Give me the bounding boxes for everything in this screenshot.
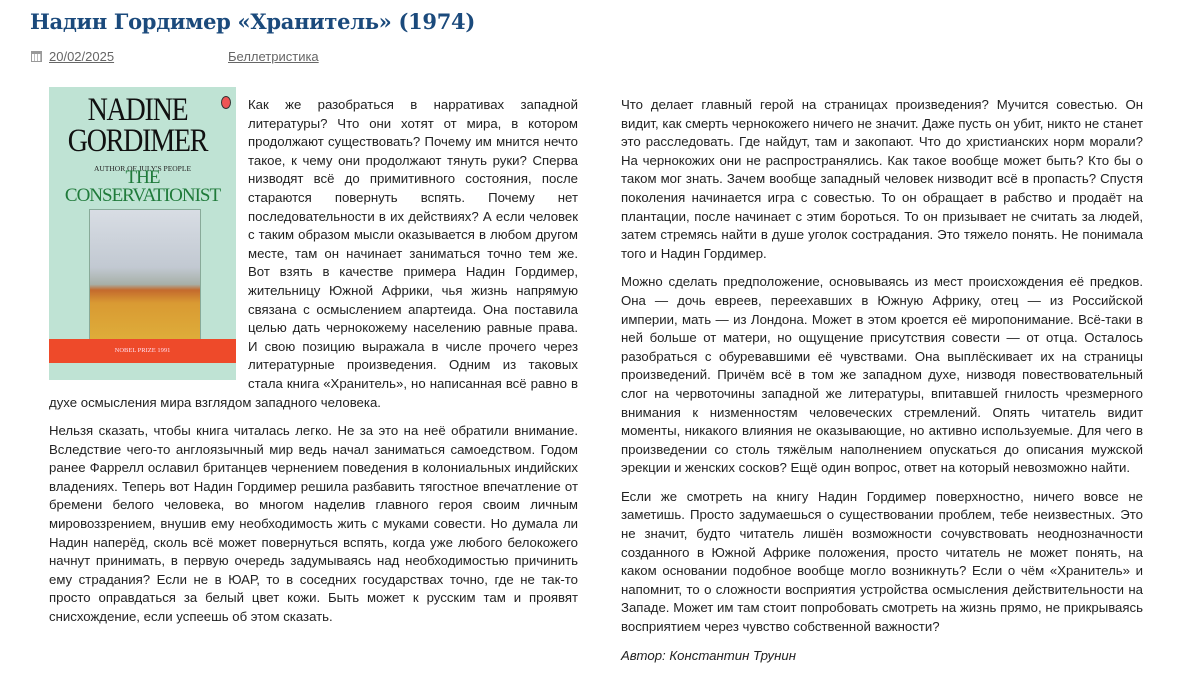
paragraph: Можно сделать предположение, основываясь из мест происхождения её предков. Она — дочь евреев, переехавших в Южную Африку, отец — из Российской империи, мать — из Лондона. Может в этом кроется её миропонимание. Всё-таки в ней больше от матери, но ощущение присутствия совести — от отца. Осталось разобраться с обуревавшими её чувствами. Она выплёскивает их на страницы произведений. Причём всё в том же западном духе, низводя повествовательный слог на червоточины западной же литературы, впитавшей гнилость чрезмерного внимания к низменностям человеческих стремлений. Опять читатель видит моменты, никакого влияния не оказывающие, но активно используемые. Для чего в произведении со столь тяжёлым наполнением опускаться до описания мужской эрекции и женских сосков? Ещё один вопрос, ответ на который невозможно найти. bbox=[621, 274, 1143, 476]
paragraph: Если же смотреть на книгу Надин Гордимер поверхностно, ничего вовсе не заметишь. Просто задумаешься о существовании проблем, тебе неизвестных. Это не значит, будто читатель лишён возможности сочувствовать неоднозначности созданного в Южной Африке положения, просто читатель не может понять, на каком основании подобное вообще могло возникнуть? Если о чём «Хранитель» и напомнит, то о сложности восприятия устройства осмысления действительности на Западе. Может им там стоит попробовать смотреть на жизнь прямо, не прикрываясь восприятием через чувство собственной важности? bbox=[621, 488, 1143, 635]
paragraph: Нельзя сказать, чтобы книга читалась легко. Не за это на неё обратили внимание. Вследствие чего-то англоязычный мир ведь начал заниматься самоедством. Годом ранее Фаррелл ославил британцев чернением поведения в колониальных индийских владениях. Теперь вот Надин Гордимер решила разбавить тягостное впечатление от бремени белого человека, во многом наделив главного героя своим личным мировоззрением, внушив ему необходимость жить с муками совести. Но думала ли Надин наперёд, сколь всё может повернуться вспять, когда уже любого белокожего начнут принимать, в первую очередь задумываясь над необходимостью причинить ему страдания? Если не в ЮАР, то в соседних государствах точно, где не так-то просто оправдаться за белый цвет кожи. Быть может к русским там и проявят снисхождение, если успеешь об этом сказать. bbox=[49, 423, 578, 625]
post-title: Надин Гордимер «Хранитель» (1974) bbox=[30, 9, 476, 34]
author-credit: Автор: Константин Трунин bbox=[621, 647, 796, 663]
paragraph-text: Как же разобраться в нарративах западной литературы? Что они хотят от мира, в котором продолжают существовать? Почему им мнится нечто такое, к чему они продолжают тянуть руки? Сперва низводят всё до примитивного состояния, после стараются повернуть вспять. Почему нет последовательности в их действиях? А если человек с таким образом мысли оказывается в любом другом месте, там он начинает заниматься точно тем же. Вот взять в качестве примера Надин Гордимер, жительницу Южной Африки, чья жизнь напрямую связана с осмыслением апартеида. Она поставила целью дать чернокожему населению равные права. И свою позицию выражала в числе прочего через литературные произведения. Одним из таковых стала книга «Хранитель», но написанная всё равно в духе осмысления мира взглядом западного человека. bbox=[49, 97, 578, 410]
date-link[interactable]: 20/02/2025 bbox=[49, 49, 115, 64]
cover-author: NADINE GORDIMER bbox=[67, 92, 208, 159]
cover-title: THE CONSERVATIONIST bbox=[64, 167, 221, 206]
book-cover-image bbox=[49, 87, 236, 380]
cover-tagline: AUTHOR OF JULY'S PEOPLE bbox=[93, 164, 192, 173]
right-column bbox=[621, 96, 1143, 675]
left-column bbox=[49, 92, 578, 637]
post-date bbox=[31, 49, 114, 64]
calendar-icon bbox=[31, 51, 42, 62]
cover-band: NOBEL PRIZE 1991 bbox=[49, 339, 236, 363]
penguin-logo-icon bbox=[221, 96, 231, 109]
paragraph: Что делает главный герой на страницах произведения? Мучится совестью. Он видит, как смерть чернокожего ничего не значит. Даже пусть он убит, никто не станет это расследовать. Где найдут, там и закопают. Что до христианских норм морали? На чернокожих они не распространялись. Как такое вообще может быть? Кто бы о таком мог знать. Зачем вообще западный человек низводит всё в пропасть? Спустя поколения начинается игра с совестью. То он обращает в рабство и продаёт на плантации, после начинает с этим бороться. То он призывает не считать за людей, затем стремясь найти в душе уголок сострадания. Это тяжело понять. Не понимала того и Надин Гордимер. bbox=[621, 97, 1143, 261]
cover-illustration bbox=[89, 209, 201, 354]
paragraph bbox=[49, 92, 578, 412]
category-link[interactable]: Беллетристика bbox=[228, 49, 319, 64]
